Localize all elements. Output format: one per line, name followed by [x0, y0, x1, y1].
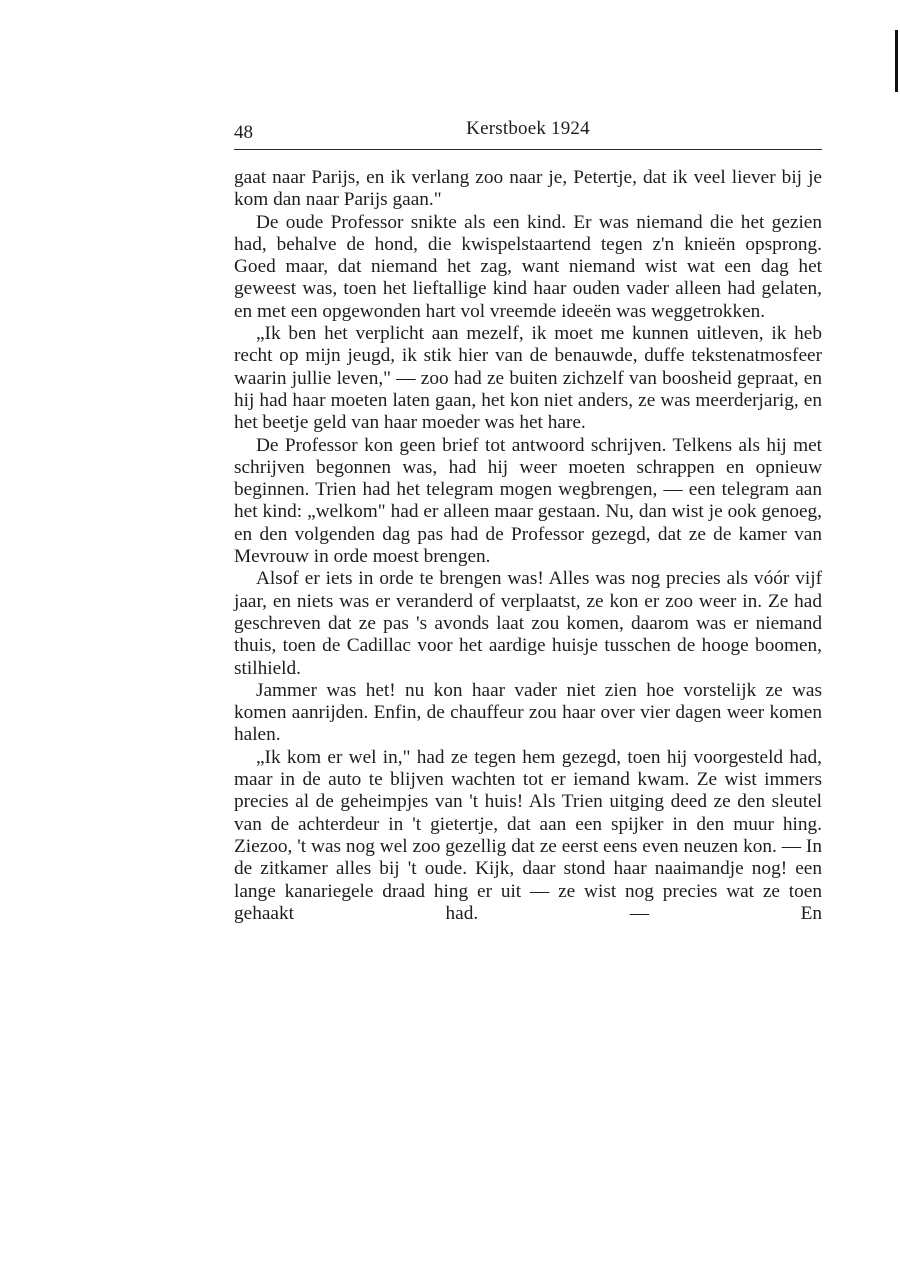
paragraph-arrival: Jammer was het! nu kon haar vader niet zien hoe vorstelijk ze was komen aanrijden. Enfin, de chauffeur zou haar over vier dagen weer komen halen. [234, 679, 822, 746]
header-rule [234, 149, 822, 150]
page-number: 48 [234, 122, 253, 143]
paragraph-professor-sobbed: De oude Professor snikte als een kind. Er was niemand die het gezien had, behalve de hond, die kwispelstaartend tegen z'n knieën opsprong. Goed maar, dat niemand het zag, want niemand wist wat een dag het geweest was, toen het lieftallige kind haar ouden vader alleen had gelaten, en met een opgewonden hart vol vreemde ideeën was weggetrokken. [234, 211, 822, 322]
paragraph-daughter-speech: „Ik ben het verplicht aan mezelf, ik moet me kunnen uitleven, ik heb recht op mijn jeugd, ik stik hier van de benauwde, duffe tekstenatmosfeer waarin jullie leven," — zoo had ze buiten zichzelf van boosheid gepraat, en hij had haar moeten laten gaan, het kon niet anders, ze was meerderjarig, en het beetje geld van haar moeder was het hare. [234, 323, 822, 434]
paragraph-continued: gaat naar Parijs, en ik verlang zoo naar je, Petertje, dat ik veel liever bij je kom dan naar Parijs gaan." [234, 167, 822, 211]
paragraph-telegram: De Professor kon geen brief tot antwoord schrijven. Telkens als hij met schrijven begonnen was, had hij weer moeten schrappen en opnieuw beginnen. Trien had het telegram mogen wegbrengen, — een telegram aan het kind: „welkom" had er alleen maar gestaan. Nu, dan wist je ook genoeg, en den volgenden dag pas had de Professor gezegd, dat ze de kamer van Mevrouw in orde moest brengen. [234, 434, 822, 568]
running-title: Kerstboek 1924 [466, 118, 590, 139]
paragraph-entering-house: „Ik kom er wel in," had ze tegen hem gezegd, toen hij voorgesteld had, maar in de auto te blijven wachten tot er iemand kwam. Ze wist immers precies al de geheimpjes van 't huis! Als Trien uitging deed ze den sleutel van de achterdeur in 't gietertje, dat aan een spijker in den muur hing. Ziezoo, 't was nog wel zoo gezellig dat ze eerst eens even neuzen kon. — In de zitkamer alles bij 't oude. Kijk, daar stond haar naaimandje nog! een lange kanariegele draad hing er uit — ze wist nog precies wat ze toen gehaakt had. — En [234, 746, 822, 924]
scan-edge-mark [895, 30, 898, 92]
body-text [234, 167, 822, 925]
paragraph-room-unchanged: Alsof er iets in orde te brengen was! Alles was nog precies als vóór vijf jaar, en niets was er veranderd of verplaatst, ze kon er zoo weer in. Ze had geschreven dat ze pas 's avonds laat zou komen, daarom was er niemand thuis, toen de Cadillac voor het aardige huisje tusschen de hooge boomen, stilhield. [234, 568, 822, 679]
running-head [234, 118, 822, 148]
